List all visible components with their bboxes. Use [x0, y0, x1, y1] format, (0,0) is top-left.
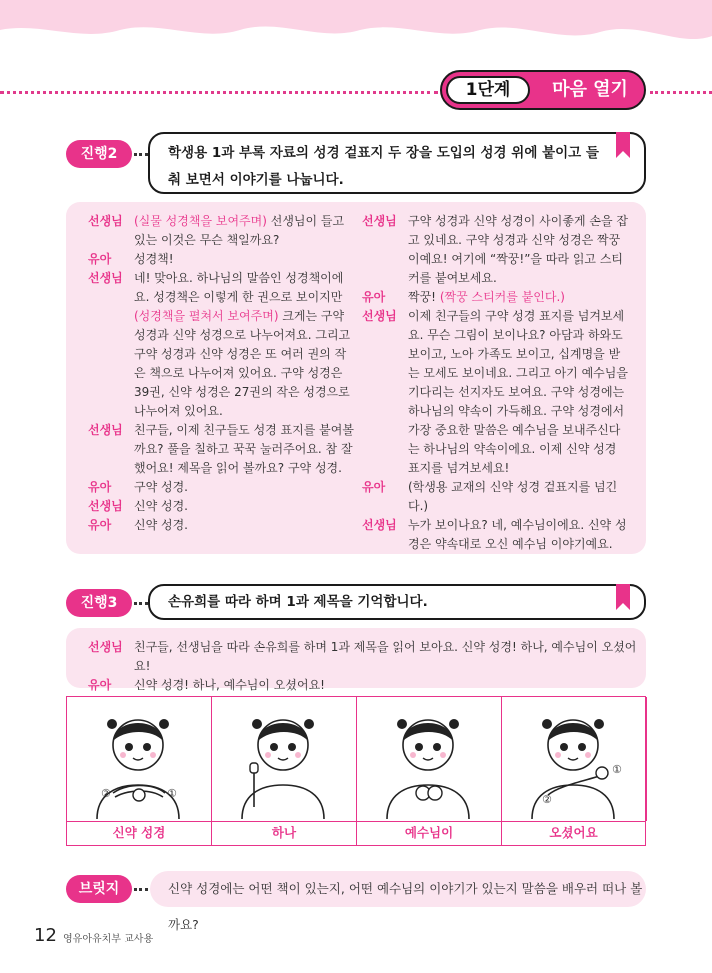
gesture-caption: 신약 성경 — [67, 821, 212, 845]
dialog-row: 유아 신약 성경! 하나, 예수님이 오셨어요! — [88, 678, 325, 692]
dialog-row: 선생님 이제 친구들의 구약 성경 표지를 넘겨보세요. 무슨 그림이 보이나요? 아담과 하와도 보이고, 노아 가족도 보이고, 십계명을 받는 모세도 보이네요. 그리고 아기 예수님을 기다리는 선지자도 보여요. 구약 성경에는 하나님의 약속이 가득해요. 구약 성경에서 가장 중요한 말씀은 예수님을 보내주신다는 하나님의 약속이에요. 이제 신약 성경 표지를 넘겨보세요! — [362, 309, 628, 475]
dialog-row: 선생님 (실물 성경책을 보여주며) 선생님이 들고 있는 이것은 무슨 책일까요? — [88, 214, 345, 247]
gesture-cell-4 — [502, 697, 647, 821]
dialog-row: 유아 짝꿍! (짝꿍 스티커를 붙인다.) — [362, 290, 565, 304]
step3-tag: 진행3 — [66, 589, 132, 617]
gesture-cell-3 — [357, 697, 502, 821]
step2-dialog-left — [88, 212, 356, 535]
child-gesture-illustration — [67, 697, 210, 819]
bridge-text: 신약 성경에는 어떤 책이 있는지, 어떤 예수님의 이야기가 있는지 말씀을 배우러 떠나 볼까요? — [150, 871, 646, 907]
dialog-row: 선생님 네! 맞아요. 하나님의 말씀인 성경책이에요. 성경책은 이렇게 한 권으로 보이지만 (성경책을 펼쳐서 보여주며) 크게는 구약 성경과 신약 성경으로 나누어져요. 그리고 구약 성경과 신약 성경은 또 여러 권의 작은 책으로 나누어져 있어요. 구약 성경은 39권, 신약 성경은 27권의 작은 성경으로 나누어져 있어요. — [88, 271, 351, 418]
gesture-caption: 하나 — [212, 821, 357, 845]
step2-instruction-box — [148, 132, 646, 194]
step2-instruction: 학생용 1과 부록 자료의 성경 겉표지 두 장을 도입의 성경 위에 붙이고 들춰 보면서 이야기를 나눕니다. — [168, 145, 599, 188]
dialog-row: 선생님 신약 성경. — [88, 499, 188, 513]
bookmark-icon — [616, 584, 630, 610]
bridge-connector — [134, 888, 148, 891]
bookmark-icon — [616, 132, 630, 158]
step2-tag: 진행2 — [66, 140, 132, 168]
dialog-row: 유아 신약 성경. — [88, 518, 188, 532]
dialog-row: 선생님 친구들, 선생님을 따라 손유희를 하며 1과 제목을 읽어 보아요. 신약 성경! 하나, 예수님이 오셨어요! — [88, 640, 637, 673]
dialog-row: 선생님 친구들, 이제 친구들도 성경 표지를 붙여볼까요? 풀을 칠하고 꾹꾹 눌러주어요. 참 잘했어요! 제목을 읽어 볼까요? 구약 성경. — [88, 423, 354, 475]
child-gesture-illustration — [502, 697, 645, 819]
bridge-tag: 브릿지 — [66, 875, 132, 903]
step3-dialog — [88, 638, 638, 695]
gesture-caption: 예수님이 — [357, 821, 502, 845]
stage-badge — [440, 70, 646, 110]
hand-gesture-grid — [66, 696, 646, 846]
book-title: 영유아유치부 교사용 — [63, 934, 154, 945]
step2-dialog-right — [362, 212, 630, 554]
stage-title: 마음 열기 — [552, 79, 628, 100]
child-gesture-illustration — [212, 697, 355, 819]
page-number: 12 — [34, 925, 57, 946]
child-gesture-illustration — [357, 697, 500, 819]
gesture-cell-2 — [212, 697, 357, 821]
gesture-mark: ② — [542, 793, 552, 806]
step3-connector — [134, 602, 148, 605]
step3-instruction: 손유희를 따라 하며 1과 제목을 기억합니다. — [168, 594, 428, 610]
gesture-mark: ② — [101, 787, 111, 800]
dialog-row: 유아 구약 성경. — [88, 480, 188, 494]
gesture-cell-1 — [67, 697, 212, 821]
dialog-row: 선생님 구약 성경과 신약 성경이 사이좋게 손을 잡고 있네요. 구약 성경과 신약 성경은 짝꿍이예요! 여기에 “짝꿍!”을 따라 읽고 스티커를 붙여보세요. — [362, 214, 628, 285]
dialog-row: 선생님 누가 보이나요? 네, 예수님이에요. 신약 성경은 약속대로 오신 예수님 이야기예요. — [362, 518, 627, 551]
dialog-row: 유아 성경책! — [88, 252, 174, 266]
step3-instruction-box — [148, 584, 646, 620]
header-dotted-line-left — [0, 91, 438, 94]
gesture-mark: ① — [612, 763, 622, 776]
gesture-mark: ① — [167, 787, 177, 800]
header-dotted-line-right — [650, 91, 712, 94]
top-wave-decoration — [0, 0, 712, 60]
dialog-row: 유아 (학생용 교재의 신약 성경 겉표지를 넘긴다.) — [362, 480, 618, 513]
step2-connector — [134, 153, 148, 156]
stage-number: 1단계 — [446, 76, 530, 104]
gesture-caption: 오셨어요 — [502, 821, 645, 845]
